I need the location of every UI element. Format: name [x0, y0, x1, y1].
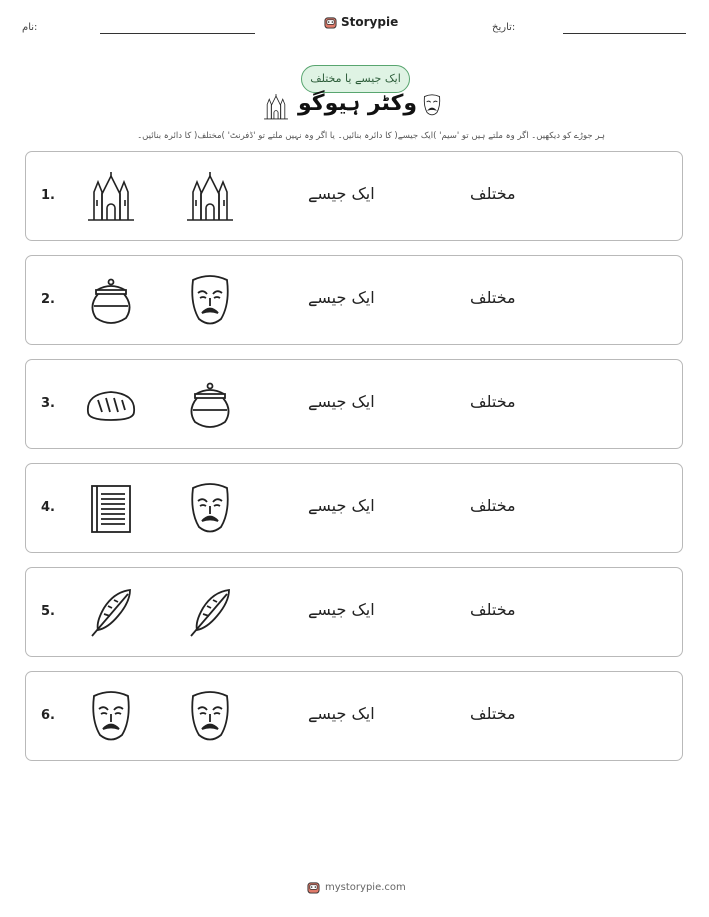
cathedral-icon: [183, 170, 237, 224]
worksheet-type-badge: ایک جیسے یا مختلف: [301, 65, 410, 93]
date-label: تاریخ:: [492, 22, 516, 33]
pot-icon: [84, 274, 138, 328]
page-title: وکٹر ہیوگو: [298, 91, 418, 116]
question-row-4: [25, 463, 683, 553]
name-label: نام:: [22, 22, 38, 33]
question-number: 3.: [41, 396, 55, 411]
footer-url[interactable]: mystorypie.com: [325, 882, 406, 893]
question-number: 5.: [41, 604, 55, 619]
tragedy-mask-icon: [183, 274, 237, 328]
option-different[interactable]: مختلف: [470, 392, 516, 411]
instructions-text: ہر جوڑے کو دیکھیں۔ اگر وہ ملتے ہیں تو 'سیم' )ایک جیسے( کا دائرہ بنائیں۔ یا اگر وہ نہیں ملتے تو 'ڈفرنٹ' )مختلف( کا دائرہ بنائیں۔: [137, 131, 605, 141]
quill-icon: [183, 586, 237, 640]
question-row-3: [25, 359, 683, 449]
option-different[interactable]: مختلف: [470, 704, 516, 723]
book-icon: [84, 482, 138, 536]
option-different[interactable]: مختلف: [470, 184, 516, 203]
question-number: 1.: [41, 188, 55, 203]
option-same[interactable]: ایک جیسے: [308, 184, 375, 203]
tragedy-mask-icon: [84, 690, 138, 744]
question-row-6: [25, 671, 683, 761]
brand-logo: [324, 15, 398, 29]
footer: [307, 881, 406, 894]
option-same[interactable]: ایک جیسے: [308, 600, 375, 619]
option-same[interactable]: ایک جیسے: [308, 496, 375, 515]
cathedral-icon: [84, 170, 138, 224]
option-same[interactable]: ایک جیسے: [308, 288, 375, 307]
tragedy-mask-icon: [183, 690, 237, 744]
option-different[interactable]: مختلف: [470, 496, 516, 515]
bread-icon: [84, 378, 138, 432]
tragedy-mask-icon: [183, 482, 237, 536]
option-different[interactable]: مختلف: [470, 288, 516, 307]
option-same[interactable]: ایک جیسے: [308, 392, 375, 411]
pot-icon: [183, 378, 237, 432]
name-field[interactable]: [100, 33, 255, 34]
question-row-5: [25, 567, 683, 657]
question-row-2: [25, 255, 683, 345]
question-number: 4.: [41, 500, 55, 515]
tragedy-mask-icon: [420, 90, 444, 120]
storypie-mascot-icon: [324, 16, 337, 29]
question-row-1: [25, 151, 683, 241]
brand-name: Storypie: [341, 15, 399, 29]
date-field[interactable]: [563, 33, 686, 34]
question-number: 2.: [41, 292, 55, 307]
quill-icon: [84, 586, 138, 640]
cathedral-icon: [262, 90, 290, 124]
option-different[interactable]: مختلف: [470, 600, 516, 619]
option-same[interactable]: ایک جیسے: [308, 704, 375, 723]
storypie-mascot-icon: [307, 881, 320, 894]
question-number: 6.: [41, 708, 55, 723]
